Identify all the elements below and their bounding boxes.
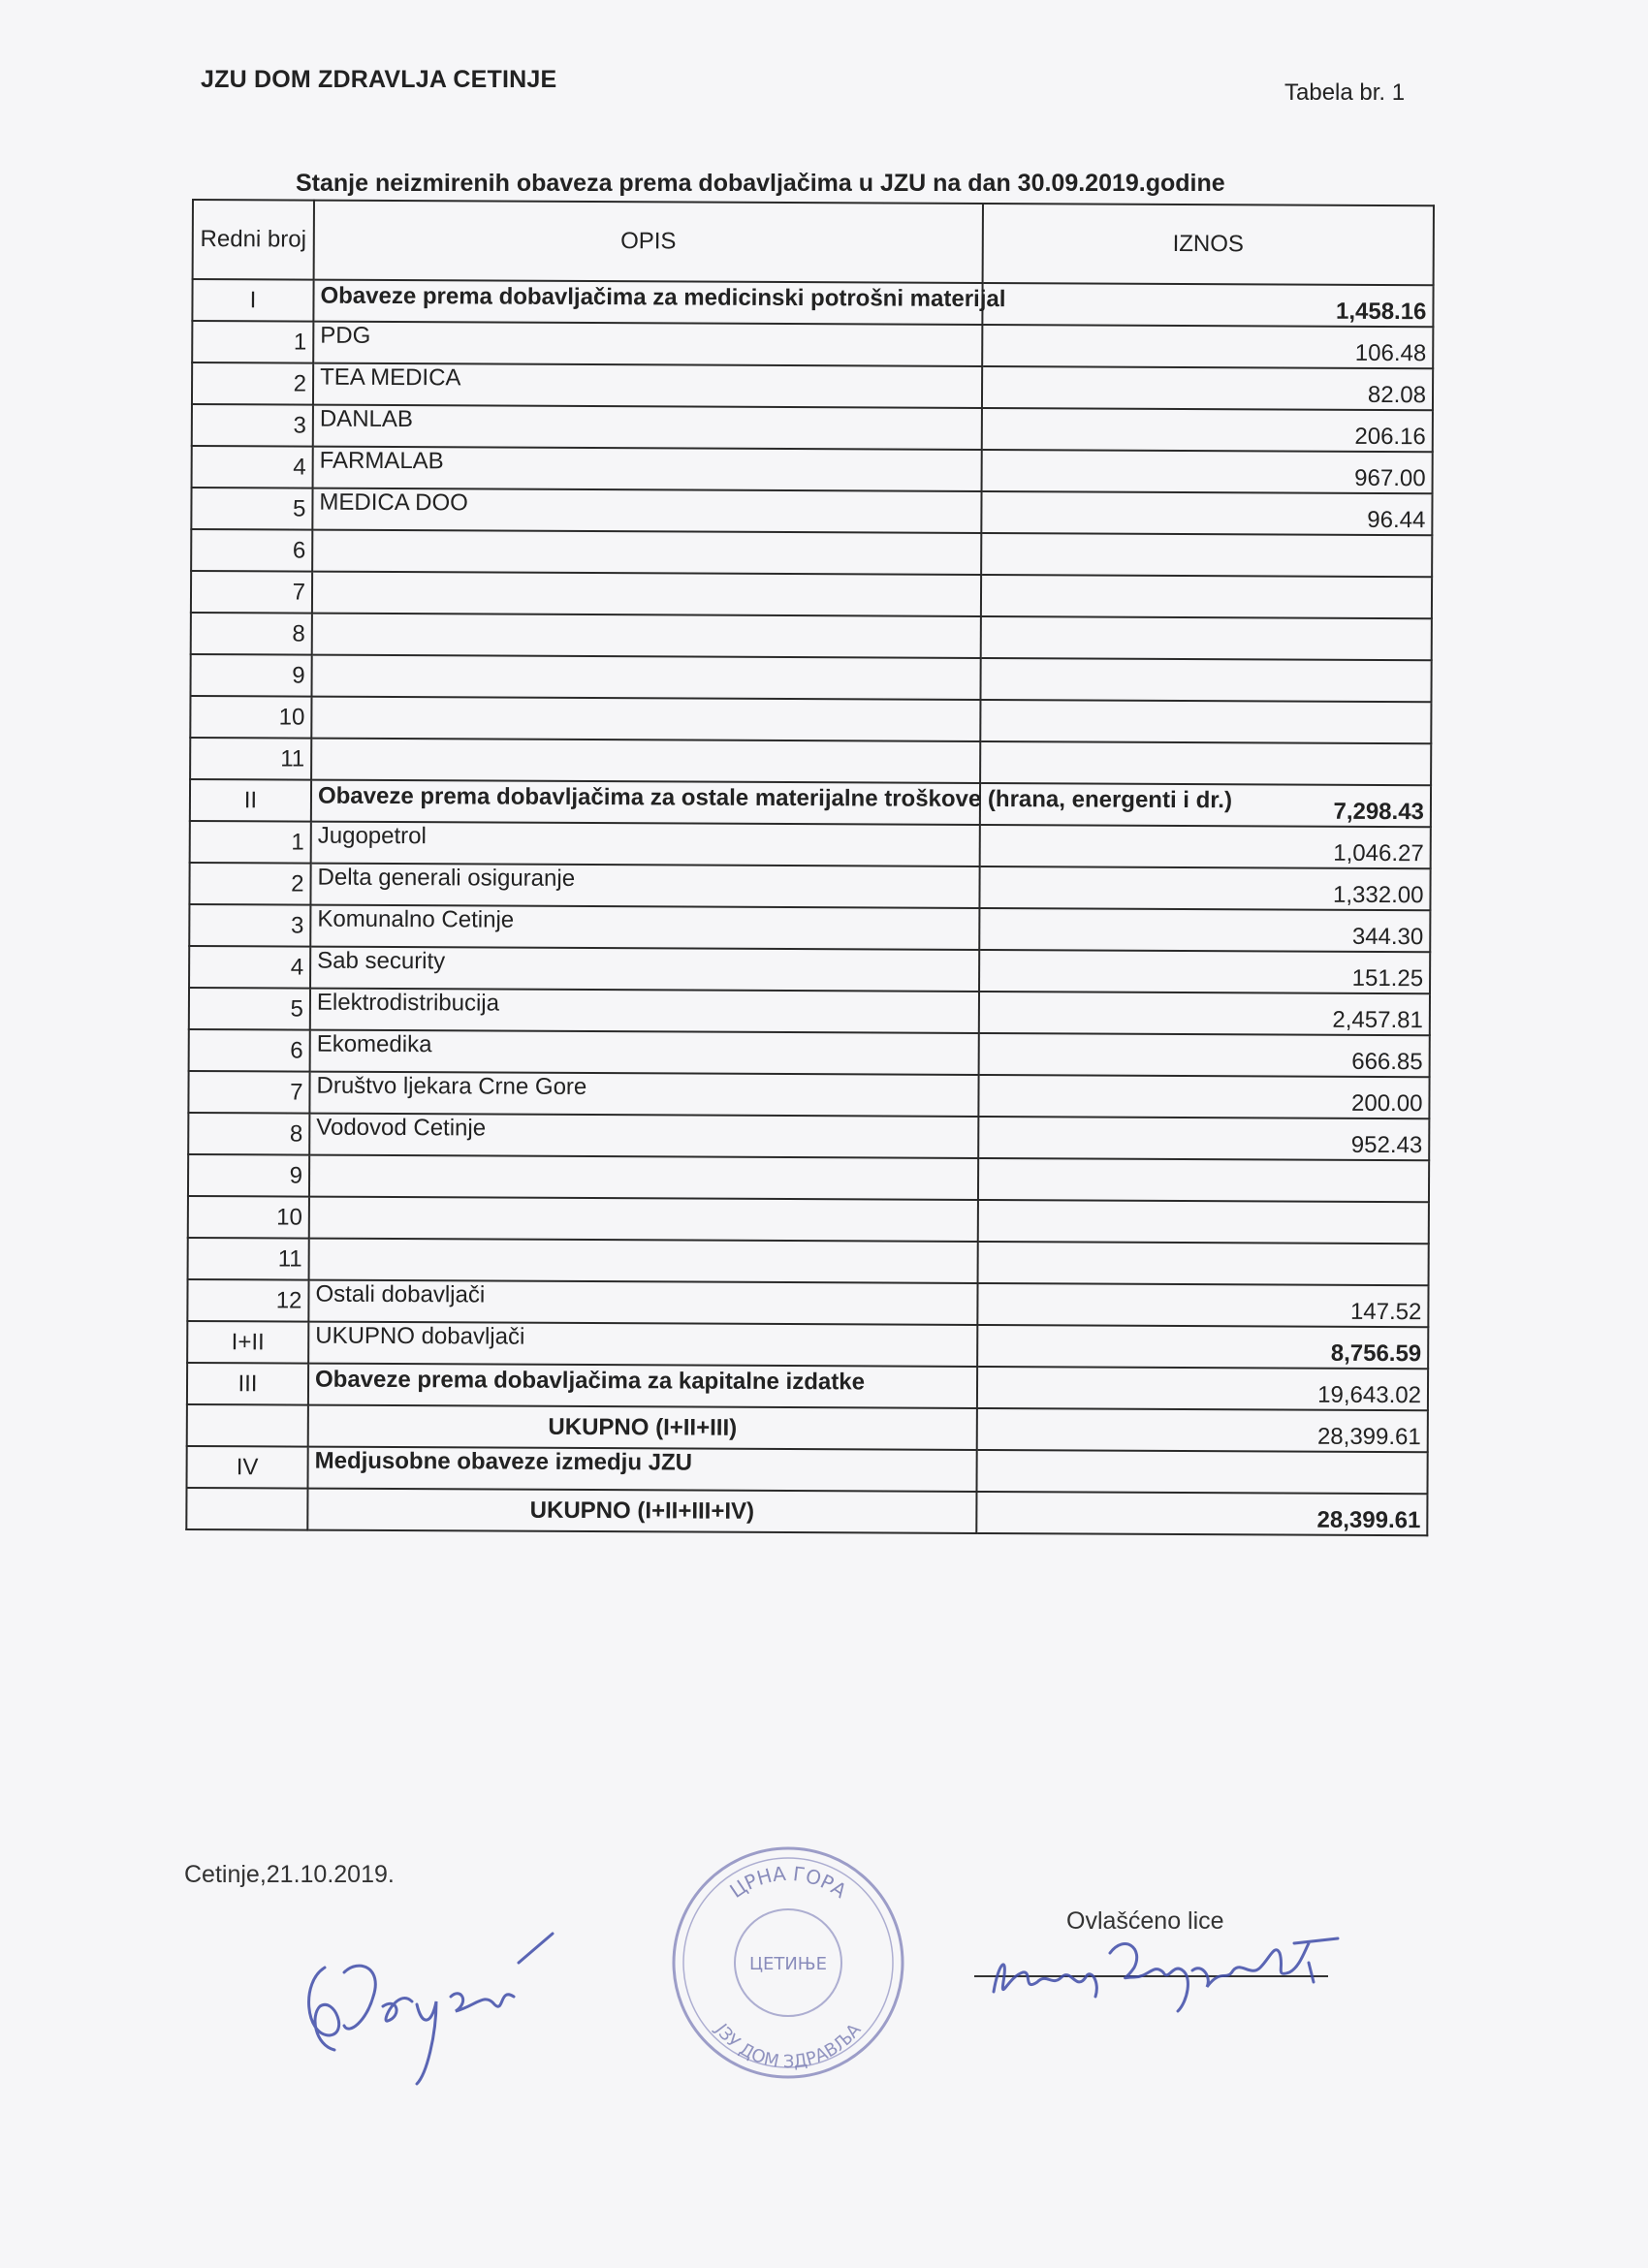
section-number: III <box>187 1363 308 1405</box>
row-amount: 147.52 <box>977 1283 1428 1327</box>
section-number: II <box>190 779 311 822</box>
signature-graphic <box>291 1929 562 2094</box>
row-amount <box>978 1158 1429 1202</box>
row-number: 9 <box>190 654 311 697</box>
total-label: UKUPNO (I+II+III) <box>308 1405 977 1450</box>
row-number: 8 <box>188 1113 309 1155</box>
row-number: 6 <box>189 1029 310 1072</box>
row-supplier: Komunalno Cetinje <box>310 905 979 950</box>
row-amount: 151.25 <box>979 950 1430 993</box>
row-amount: 344.30 <box>979 908 1430 952</box>
table-row <box>188 1154 1429 1202</box>
signatory-label: Ovlašćeno lice <box>1066 1907 1224 1935</box>
row-number: 12 <box>187 1279 308 1322</box>
table-row <box>188 1238 1429 1285</box>
table-row <box>190 696 1431 743</box>
row-amount: 1,332.00 <box>979 866 1430 910</box>
row-supplier <box>312 530 981 575</box>
section-label: Obaveze prema dobavljačima za ostale materijalne troškove (hrana, energenti i dr.) <box>311 780 980 825</box>
row-amount: 206.16 <box>982 408 1433 452</box>
place-and-date: Cetinje,21.10.2019. <box>184 1861 395 1888</box>
stamp-center-text: ЦЕТИЊЕ <box>749 1954 827 1974</box>
table-row <box>191 529 1432 577</box>
row-amount <box>981 575 1432 618</box>
row-number: 7 <box>191 571 312 614</box>
table-row <box>191 571 1432 618</box>
table-row <box>189 946 1430 993</box>
row-supplier: Vodovod Cetinje <box>309 1114 978 1158</box>
table-reference: Tabela br. 1 <box>1284 79 1406 106</box>
row-amount: 82.08 <box>982 366 1433 410</box>
row-number: 2 <box>189 863 310 905</box>
table-row <box>190 654 1431 702</box>
grand-total-row <box>186 1488 1427 1535</box>
row-number: 11 <box>188 1238 309 1280</box>
row-supplier: Ostali dobavljači <box>308 1280 977 1325</box>
row-amount <box>981 533 1432 577</box>
section-row-i <box>192 279 1433 327</box>
row-amount: 967.00 <box>982 450 1433 493</box>
row-amount: 666.85 <box>979 1033 1430 1077</box>
row-number: 10 <box>190 696 311 739</box>
row-number: 4 <box>189 946 310 989</box>
official-stamp-icon <box>667 1842 909 2089</box>
table-row <box>188 1071 1429 1118</box>
row-supplier <box>311 655 980 700</box>
document-title: Stanje neizmirenih obaveza prema dobavljačima u JZU na dan 30.09.2019.godine <box>296 170 1225 197</box>
section-number: I <box>192 279 313 322</box>
row-number: 3 <box>192 404 313 447</box>
row-number: 7 <box>188 1071 309 1114</box>
table-row <box>192 362 1433 410</box>
row-supplier: Delta generali osiguranje <box>310 864 979 908</box>
table-row <box>190 738 1431 785</box>
row-supplier <box>312 614 981 658</box>
grand-total-number <box>186 1488 307 1530</box>
table-row <box>191 613 1432 660</box>
row-supplier <box>312 572 981 616</box>
stamp-bottom-text: ЈЗУ ДОМ ЗДРАВЉА <box>711 2020 866 2073</box>
section-label: Obaveze prema dobavljačima za kapitalne izdatke <box>308 1364 977 1408</box>
stamp-graphic <box>667 1842 909 2084</box>
table-row <box>191 488 1432 535</box>
section-amount: 7,298.43 <box>980 783 1431 827</box>
row-amount: 200.00 <box>978 1075 1429 1118</box>
row-amount <box>981 616 1432 660</box>
row-number: 6 <box>191 529 312 572</box>
total-row-i-ii-iii <box>187 1404 1428 1452</box>
row-amount <box>980 700 1431 743</box>
section-amount: 1,458.16 <box>982 283 1433 327</box>
row-number: 10 <box>188 1196 309 1239</box>
section-number: IV <box>187 1446 308 1489</box>
row-amount <box>978 1200 1429 1244</box>
section-label: Obaveze prema dobavljačima za medicinski potrošni materijal <box>313 280 982 325</box>
row-number: 5 <box>189 988 310 1030</box>
section-row-iii <box>187 1363 1428 1410</box>
row-supplier: Sab security <box>310 947 979 992</box>
section-amount: 19,643.02 <box>977 1367 1428 1410</box>
table-row <box>192 321 1433 368</box>
table-row <box>190 821 1431 868</box>
row-number: 5 <box>191 488 312 530</box>
row-supplier: Ekomedika <box>310 1030 979 1075</box>
row-supplier: Društvo ljekara Crne Gore <box>309 1072 978 1117</box>
table-row <box>192 446 1433 493</box>
row-number: 8 <box>191 613 312 655</box>
institution-name: JZU DOM ZDRAVLJA CETINJE <box>201 66 557 93</box>
row-number: 1 <box>192 321 313 363</box>
row-supplier <box>311 697 980 741</box>
liabilities-table <box>185 199 1435 1536</box>
table-header-row <box>193 200 1434 285</box>
row-supplier <box>309 1155 978 1200</box>
table-row <box>187 1279 1428 1327</box>
row-supplier: DANLAB <box>313 405 982 450</box>
grand-total-label: UKUPNO (I+II+III+IV) <box>307 1489 976 1533</box>
row-amount <box>980 741 1431 785</box>
section-row-iv <box>187 1446 1428 1494</box>
subtotal-number: I+II <box>187 1321 308 1364</box>
left-signature-icon <box>291 1929 562 2098</box>
subtotal-amount: 8,756.59 <box>977 1325 1428 1369</box>
header-redni-broj: Redni broj <box>193 200 314 280</box>
subtotal-row-i-ii <box>187 1321 1428 1369</box>
row-number: 4 <box>192 446 313 488</box>
grand-total-amount: 28,399.61 <box>976 1492 1427 1535</box>
row-amount: 96.44 <box>981 491 1432 535</box>
row-number: 1 <box>190 821 311 864</box>
signature-graphic <box>979 1924 1367 2031</box>
section-row-ii <box>190 779 1431 827</box>
row-number: 9 <box>188 1154 309 1197</box>
row-supplier: PDG <box>313 322 982 366</box>
section-amount <box>976 1450 1427 1494</box>
row-supplier: TEA MEDICA <box>313 363 982 408</box>
row-amount: 1,046.27 <box>980 825 1431 868</box>
row-supplier: Jugopetrol <box>311 822 980 866</box>
row-amount: 106.48 <box>982 325 1433 368</box>
table-row <box>189 988 1430 1035</box>
row-amount <box>978 1242 1429 1285</box>
row-amount <box>980 658 1431 702</box>
row-number: 3 <box>189 904 310 947</box>
row-number: 11 <box>190 738 311 780</box>
header-iznos: IZNOS <box>983 204 1434 285</box>
subtotal-label: UKUPNO dobavljači <box>308 1322 977 1367</box>
row-supplier: FARMALAB <box>313 447 982 491</box>
row-supplier <box>309 1239 978 1283</box>
table-row <box>188 1196 1429 1244</box>
table-row <box>192 404 1433 452</box>
row-amount: 2,457.81 <box>979 992 1430 1035</box>
row-supplier: MEDICA DOO <box>312 488 981 533</box>
right-signature-icon <box>979 1924 1367 2035</box>
table-row <box>188 1113 1429 1160</box>
row-supplier <box>311 739 980 783</box>
row-number: 2 <box>192 362 313 405</box>
total-amount: 28,399.61 <box>977 1408 1428 1452</box>
table-row <box>189 863 1430 910</box>
stamp-top-text: ЦРНА ГОРА <box>725 1861 851 1904</box>
row-amount: 952.43 <box>978 1117 1429 1160</box>
row-supplier: Elektrodistribucija <box>310 989 979 1033</box>
section-label: Medjusobne obaveze izmedju JZU <box>307 1447 976 1492</box>
total-number <box>187 1404 308 1447</box>
header-opis: OPIS <box>314 201 983 283</box>
row-supplier <box>309 1197 978 1242</box>
table-row <box>189 1029 1430 1077</box>
table-row <box>189 904 1430 952</box>
